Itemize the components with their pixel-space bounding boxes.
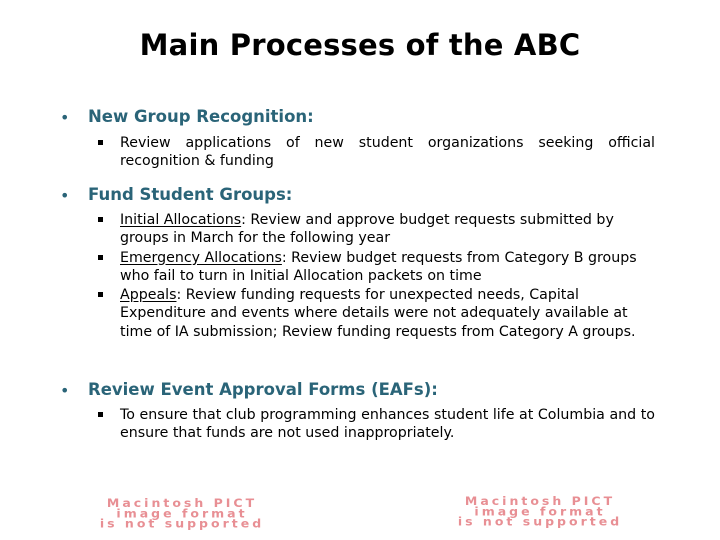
term-appeals: Appeals <box>120 287 177 304</box>
term-description: : Review budget requests from Category B groups who fail to turn in Initial Allocation packets on time <box>120 249 637 284</box>
square-bullet-icon <box>98 255 103 260</box>
section-title: Fund Student Groups: <box>88 185 293 204</box>
term-description: : Review and approve budget requests submitted by groups in March for the following year <box>120 212 614 247</box>
list-item <box>0 406 720 443</box>
section-title: Review Event Approval Forms (EAFs): <box>88 380 438 399</box>
list-item-text: To ensure that club programming enhances student life at Columbia and to ensure that funds are not used inappropriately. <box>120 407 655 442</box>
section-fund-student-groups <box>0 185 720 341</box>
bullet-icon: • <box>60 108 70 127</box>
placeholder-line: Macintosh PICT <box>106 496 258 510</box>
unsupported-image-placeholder <box>4 498 360 530</box>
placeholder-line: image format <box>474 504 606 518</box>
list-item-text <box>120 211 656 248</box>
list-item <box>0 134 720 171</box>
section-review-eafs <box>0 380 720 443</box>
slide-title: Main Processes of the ABC <box>139 28 581 62</box>
list-item-appeals <box>0 286 720 341</box>
placeholder-line: is not supported <box>99 516 265 531</box>
bullet-icon: • <box>60 381 70 400</box>
placeholder-line: image format <box>116 506 248 520</box>
list-item-emergency-allocations <box>0 249 720 286</box>
square-bullet-icon <box>98 292 103 297</box>
placeholder-line: is not supported <box>457 514 623 529</box>
square-bullet-icon <box>98 217 103 222</box>
section-title: New Group Recognition: <box>88 107 314 126</box>
square-bullet-icon <box>98 412 103 417</box>
unsupported-image-placeholder <box>362 496 718 528</box>
square-bullet-icon <box>98 140 103 145</box>
section-new-group-recognition <box>0 107 720 171</box>
list-item-text <box>120 286 650 341</box>
term-initial-allocations: Initial Allocations <box>120 212 242 228</box>
section-heading <box>0 107 720 131</box>
term-emergency-allocations: Emergency Allocations <box>120 249 282 266</box>
section-heading <box>0 185 720 209</box>
list-item-initial-allocations <box>0 211 720 248</box>
list-item-text: Review applications of new student organizations seeking official recognition & funding <box>120 135 655 170</box>
section-heading <box>0 380 720 404</box>
list-item-text <box>120 249 656 286</box>
placeholder-line: Macintosh PICT <box>464 494 616 508</box>
bullet-icon: • <box>60 186 70 205</box>
term-description: : Review funding requests for unexpected needs, Capital Expenditure and events where details were not adequately available at time of IA submission; Review funding requests from Category A groups. <box>120 287 636 340</box>
